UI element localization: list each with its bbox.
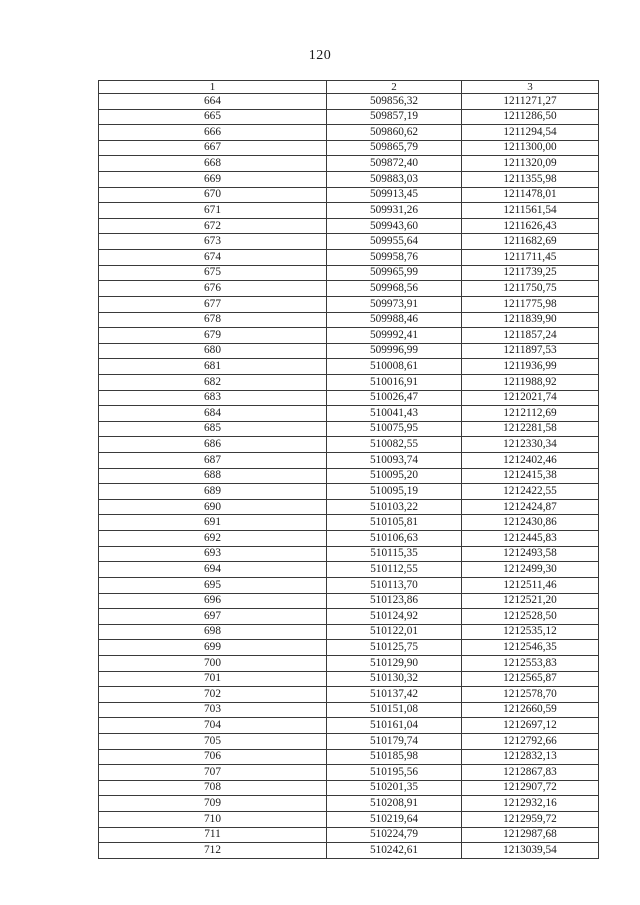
coordinate-y-cell: 1211626,43 [462,218,599,234]
coordinate-y-cell: 1211286,50 [462,109,599,125]
point-number-cell: 707 [99,765,327,781]
coordinate-y-cell: 1212987,68 [462,827,599,843]
table-row [99,296,599,312]
point-number-cell: 688 [99,468,327,484]
coordinate-y-cell: 1212415,38 [462,468,599,484]
point-number-cell: 687 [99,453,327,469]
coordinate-x-cell: 510125,75 [327,640,462,656]
coordinate-y-cell: 1212511,46 [462,577,599,593]
coordinate-y-cell: 1212528,50 [462,609,599,625]
coordinate-x-cell: 510095,20 [327,468,462,484]
coordinate-x-cell: 509856,32 [327,94,462,110]
table-row [99,390,599,406]
table-row [99,593,599,609]
point-number-cell: 710 [99,812,327,828]
coordinate-y-cell: 1212867,83 [462,765,599,781]
table-row [99,437,599,453]
coordinate-y-cell: 1212832,13 [462,749,599,765]
point-number-cell: 671 [99,203,327,219]
point-number-cell: 676 [99,281,327,297]
coordinate-y-cell: 1212792,66 [462,733,599,749]
coordinate-y-cell: 1212445,83 [462,531,599,547]
point-number-cell: 699 [99,640,327,656]
point-number-cell: 695 [99,577,327,593]
coordinate-y-cell: 1211839,90 [462,312,599,328]
coordinate-y-cell: 1212660,59 [462,702,599,718]
coordinate-x-cell: 509943,60 [327,218,462,234]
column-header-2: 2 [327,81,462,94]
coordinate-y-cell: 1212424,87 [462,499,599,515]
coordinate-x-cell: 510093,74 [327,453,462,469]
table-row [99,546,599,562]
coordinate-x-cell: 509865,79 [327,140,462,156]
coordinate-y-cell: 1211320,09 [462,156,599,172]
coordinate-x-cell: 509860,62 [327,125,462,141]
point-number-cell: 666 [99,125,327,141]
point-number-cell: 697 [99,609,327,625]
table-row [99,718,599,734]
point-number-cell: 691 [99,515,327,531]
point-number-cell: 665 [99,109,327,125]
coordinate-y-cell: 1212330,34 [462,437,599,453]
table-row [99,515,599,531]
coordinate-y-cell: 1212281,58 [462,421,599,437]
coordinate-y-cell: 1211355,98 [462,172,599,188]
coordinate-y-cell: 1211294,54 [462,125,599,141]
table-row [99,140,599,156]
coordinate-y-cell: 1211561,54 [462,203,599,219]
coordinate-x-cell: 510075,95 [327,421,462,437]
coordinate-y-cell: 1212499,30 [462,562,599,578]
coordinate-x-cell: 510112,55 [327,562,462,578]
table-row [99,172,599,188]
coordinate-x-cell: 510113,70 [327,577,462,593]
coordinate-y-cell: 1212553,83 [462,655,599,671]
coordinate-x-cell: 509992,41 [327,328,462,344]
coordinate-y-cell: 1211936,99 [462,359,599,375]
coordinate-y-cell: 1211711,45 [462,250,599,266]
coordinate-x-cell: 509883,03 [327,172,462,188]
point-number-cell: 670 [99,187,327,203]
header-row [99,81,599,94]
table-row [99,749,599,765]
point-number-cell: 684 [99,406,327,422]
point-number-cell: 668 [99,156,327,172]
point-number-cell: 682 [99,374,327,390]
coordinate-x-cell: 510129,90 [327,655,462,671]
coordinate-x-cell: 509996,99 [327,343,462,359]
table-row [99,702,599,718]
point-number-cell: 674 [99,250,327,266]
point-number-cell: 690 [99,499,327,515]
coordinate-x-cell: 509988,46 [327,312,462,328]
point-number-cell: 686 [99,437,327,453]
coordinate-x-cell: 510161,04 [327,718,462,734]
table-row [99,499,599,515]
table-body [99,94,599,859]
coordinate-x-cell: 510115,35 [327,546,462,562]
coordinate-x-cell: 509968,56 [327,281,462,297]
point-number-cell: 667 [99,140,327,156]
coordinate-x-cell: 510179,74 [327,733,462,749]
table-row [99,609,599,625]
coordinate-x-cell: 510130,32 [327,671,462,687]
table-row [99,812,599,828]
table-row [99,109,599,125]
point-number-cell: 701 [99,671,327,687]
coordinate-y-cell: 1212021,74 [462,390,599,406]
point-number-cell: 698 [99,624,327,640]
table-row [99,687,599,703]
point-number-cell: 700 [99,655,327,671]
table-row [99,406,599,422]
coordinate-y-cell: 1212959,72 [462,812,599,828]
table-row [99,765,599,781]
coordinate-y-cell: 1212112,69 [462,406,599,422]
table-row [99,624,599,640]
coordinate-x-cell: 510208,91 [327,796,462,812]
coordinate-x-cell: 510082,55 [327,437,462,453]
table-row [99,733,599,749]
point-number-cell: 702 [99,687,327,703]
coordinate-x-cell: 509958,76 [327,250,462,266]
coordinate-y-cell: 1212907,72 [462,780,599,796]
table-row [99,827,599,843]
coordinate-x-cell: 510016,91 [327,374,462,390]
point-number-cell: 673 [99,234,327,250]
table-row [99,655,599,671]
table-row [99,843,599,859]
point-number-cell: 711 [99,827,327,843]
table-row [99,484,599,500]
coordinate-y-cell: 1212578,70 [462,687,599,703]
point-number-cell: 681 [99,359,327,375]
coordinate-y-cell: 1212932,16 [462,796,599,812]
coordinate-x-cell: 510195,56 [327,765,462,781]
point-number-cell: 678 [99,312,327,328]
table-row [99,218,599,234]
table-row [99,577,599,593]
coordinate-x-cell: 509965,99 [327,265,462,281]
coordinate-x-cell: 509913,45 [327,187,462,203]
coordinate-y-cell: 1211857,24 [462,328,599,344]
table-row [99,531,599,547]
coordinate-x-cell: 509857,19 [327,109,462,125]
table-row [99,265,599,281]
point-number-cell: 679 [99,328,327,344]
point-number-cell: 672 [99,218,327,234]
coordinate-x-cell: 510124,92 [327,609,462,625]
coordinate-x-cell: 509872,40 [327,156,462,172]
coordinate-y-cell: 1211750,75 [462,281,599,297]
point-number-cell: 675 [99,265,327,281]
coordinate-x-cell: 509931,26 [327,203,462,219]
coordinate-y-cell: 1212422,55 [462,484,599,500]
coordinate-x-cell: 510008,61 [327,359,462,375]
table-row [99,343,599,359]
table-row [99,421,599,437]
coordinate-y-cell: 1212521,20 [462,593,599,609]
coordinate-y-cell: 1211988,92 [462,374,599,390]
point-number-cell: 712 [99,843,327,859]
coordinate-y-cell: 1212402,46 [462,453,599,469]
coordinate-y-cell: 1211775,98 [462,296,599,312]
point-number-cell: 685 [99,421,327,437]
table-row [99,796,599,812]
point-number-cell: 704 [99,718,327,734]
coordinate-x-cell: 510103,22 [327,499,462,515]
coordinate-x-cell: 509955,64 [327,234,462,250]
point-number-cell: 677 [99,296,327,312]
coordinate-y-cell: 1211897,53 [462,343,599,359]
coordinate-y-cell: 1213039,54 [462,843,599,859]
point-number-cell: 680 [99,343,327,359]
coordinate-x-cell: 510122,01 [327,624,462,640]
column-header-1: 1 [99,81,327,94]
coordinate-y-cell: 1212535,12 [462,624,599,640]
coordinate-x-cell: 510026,47 [327,390,462,406]
coordinate-y-cell: 1211478,01 [462,187,599,203]
point-number-cell: 689 [99,484,327,500]
coordinate-x-cell: 510095,19 [327,484,462,500]
coordinate-x-cell: 510123,86 [327,593,462,609]
table-row [99,94,599,110]
table-row [99,671,599,687]
coordinate-y-cell: 1211300,00 [462,140,599,156]
table-row [99,187,599,203]
coordinate-y-cell: 1211739,25 [462,265,599,281]
table-row [99,780,599,796]
coordinate-x-cell: 510041,43 [327,406,462,422]
point-number-cell: 706 [99,749,327,765]
table-row [99,374,599,390]
point-number-cell: 694 [99,562,327,578]
table-row [99,234,599,250]
table-row [99,125,599,141]
coordinate-y-cell: 1212546,35 [462,640,599,656]
coordinates-table [98,80,599,859]
coordinate-x-cell: 510201,35 [327,780,462,796]
point-number-cell: 703 [99,702,327,718]
coordinate-x-cell: 510242,61 [327,843,462,859]
table-row [99,203,599,219]
page-number: 120 [308,48,332,63]
column-header-3: 3 [462,81,599,94]
point-number-cell: 705 [99,733,327,749]
table-row [99,640,599,656]
coordinate-x-cell: 510219,64 [327,812,462,828]
coordinate-x-cell: 510106,63 [327,531,462,547]
point-number-cell: 683 [99,390,327,406]
table-row [99,468,599,484]
table-row [99,453,599,469]
point-number-cell: 669 [99,172,327,188]
coordinate-y-cell: 1211682,69 [462,234,599,250]
point-number-cell: 696 [99,593,327,609]
table-row [99,312,599,328]
coordinate-x-cell: 510224,79 [327,827,462,843]
point-number-cell: 709 [99,796,327,812]
point-number-cell: 693 [99,546,327,562]
table-row [99,562,599,578]
table-row [99,156,599,172]
coordinate-x-cell: 510137,42 [327,687,462,703]
coordinate-y-cell: 1211271,27 [462,94,599,110]
coordinate-y-cell: 1212430,86 [462,515,599,531]
coordinate-y-cell: 1212697,12 [462,718,599,734]
point-number-cell: 664 [99,94,327,110]
point-number-cell: 692 [99,531,327,547]
table-row [99,250,599,266]
coordinate-y-cell: 1212565,87 [462,671,599,687]
coordinate-x-cell: 510151,08 [327,702,462,718]
table-header [99,81,599,94]
coordinate-x-cell: 509973,91 [327,296,462,312]
point-number-cell: 708 [99,780,327,796]
coordinate-x-cell: 510185,98 [327,749,462,765]
coordinate-y-cell: 1212493,58 [462,546,599,562]
table-row [99,281,599,297]
table-row [99,359,599,375]
coordinate-x-cell: 510105,81 [327,515,462,531]
table-row [99,328,599,344]
